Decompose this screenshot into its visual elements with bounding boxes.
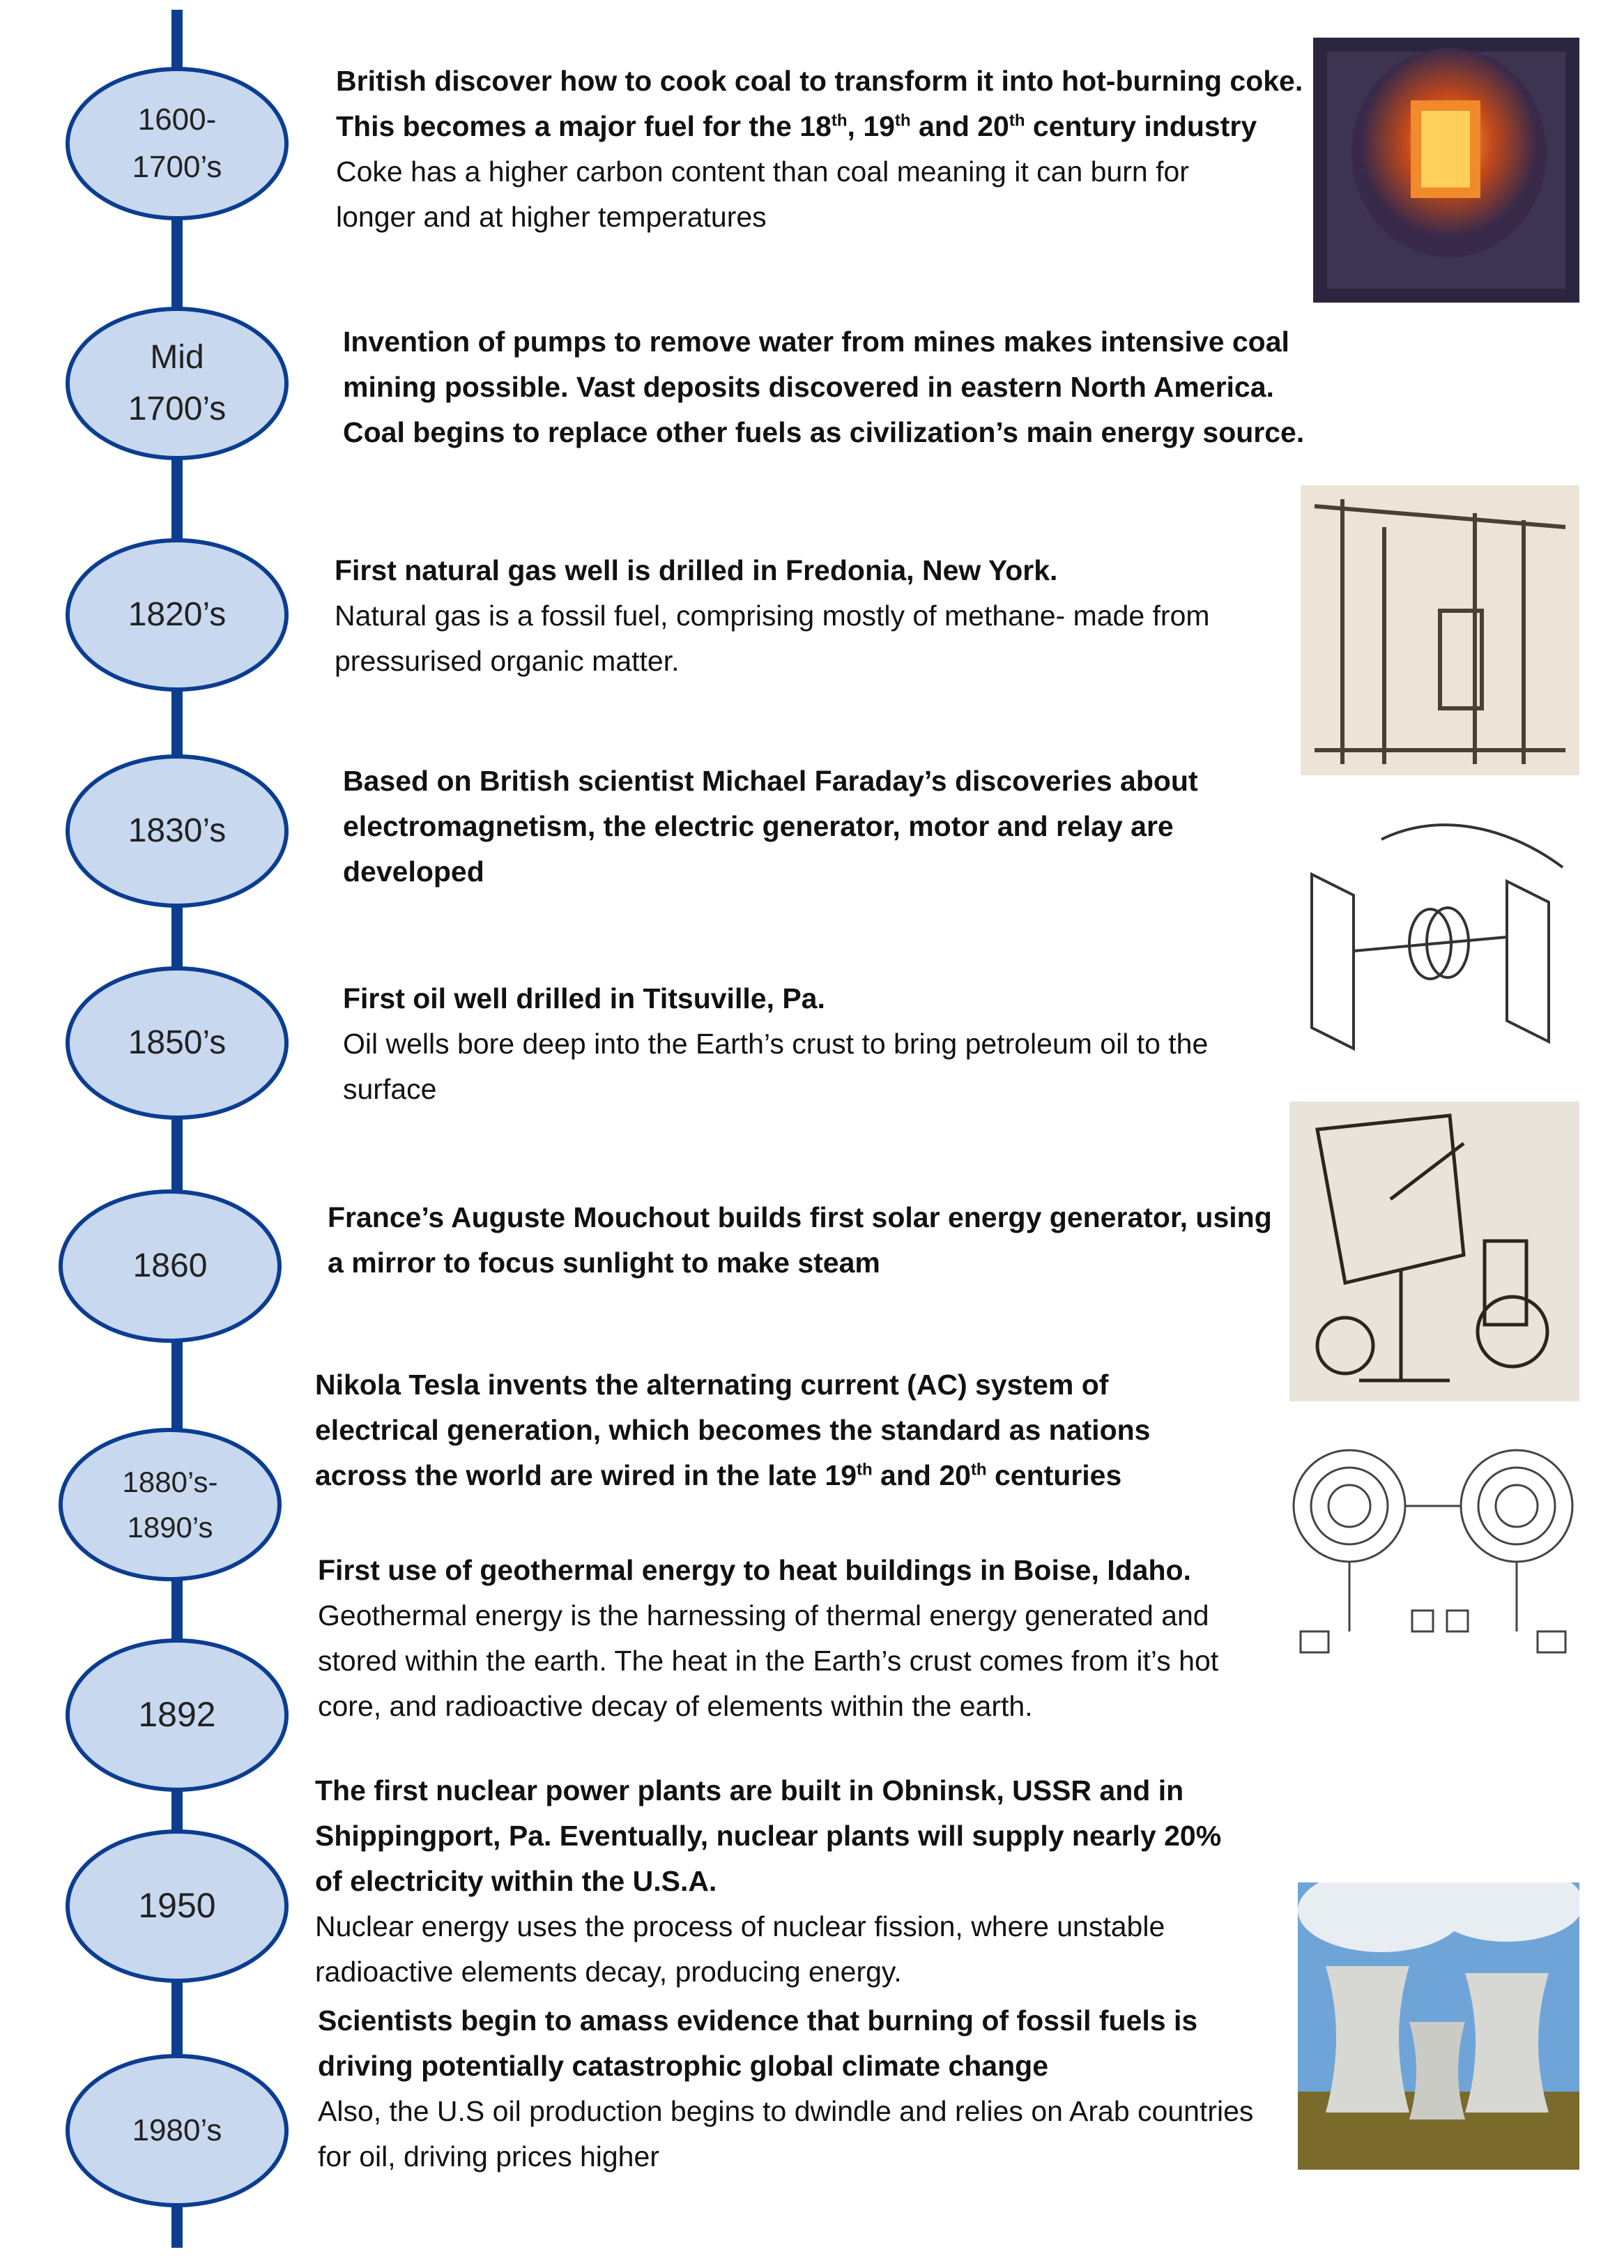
date-label: 1830’s (128, 812, 227, 849)
timeline-node-1830s (66, 754, 289, 908)
entry-1980s (318, 1998, 1280, 2179)
entry-1600s (336, 59, 1312, 240)
date-label: Mid 1700’s (128, 338, 227, 427)
headline: British discover how to cook coal to transform it into hot-burning coke. This becomes a major fuel for the 18th, 19th and 20th century industry (336, 65, 1303, 142)
timeline-node-1892 (66, 1638, 289, 1792)
coke-oven-fire-image (1313, 38, 1579, 303)
entry-1820s (335, 548, 1282, 684)
headline: Based on British scientist Michael Faraday’s discoveries about electromagnetism, the electric generator, motor and relay are developed (343, 765, 1198, 888)
date-label: 1600- 1700’s (132, 102, 222, 184)
nuclear-cooling-towers-image (1298, 1882, 1579, 2170)
timeline-node-1980s (66, 2054, 289, 2207)
headline: Invention of pumps to remove water from mines makes intensive coal mining possible. Vast deposits discovered in eastern North America. Coal begins to replace other fuels as civilization’s main energy source. (343, 326, 1305, 448)
entry-1850s (343, 976, 1291, 1112)
date-label: 1980’s (132, 2113, 222, 2147)
headline: First natural gas well is drilled in Fredonia, New York. (335, 554, 1058, 586)
date-label: 1860 (132, 1247, 208, 1284)
description: Oil wells bore deep into the Earth’s crust to bring petroleum oil to the surface (343, 1028, 1209, 1105)
headline: First use of geothermal energy to heat buildings in Boise, Idaho. (318, 1554, 1191, 1586)
date-label: 1880’s- 1890’s (122, 1465, 218, 1544)
timeline-node-1600s (66, 67, 289, 220)
date-label: 1850’s (128, 1023, 227, 1061)
description: Nuclear energy uses the process of nuclear fission, where unstable radioactive elements decay, producing energy. (315, 1910, 1165, 1988)
entry-1860 (328, 1195, 1289, 1286)
solar-generator-engraving-image (1289, 1102, 1579, 1401)
timeline-node-1850s (66, 966, 289, 1120)
timeline-node-mid-1700s (66, 307, 289, 460)
entry-1950 (315, 1768, 1249, 1995)
entry-1830s (343, 759, 1214, 895)
headline: France’s Auguste Mouchout builds first solar energy generator, using a mirror to focus sunlight to make steam (328, 1201, 1272, 1279)
entry-mid-1700s (343, 319, 1319, 455)
date-label: 1950 (138, 1886, 216, 1926)
headline: The first nuclear power plants are built in Obninsk, USSR and in Shippingport, Pa. Eventually, nuclear plants will supply nearly 20% of electricity within the U.S.A. (315, 1774, 1222, 1897)
date-label: 1892 (138, 1695, 216, 1735)
timeline-node-1820s (66, 538, 289, 692)
description: Natural gas is a fossil fuel, comprising mostly of methane- made from pressurised organic matter. (335, 600, 1210, 677)
timeline-node-1880s-1890s (59, 1428, 282, 1581)
entry-1892 (318, 1548, 1287, 1729)
description: Coke has a higher carbon content than coal meaning it can burn for longer and at higher temperatures (336, 155, 1189, 233)
electric-generator-sketch-image (1298, 812, 1579, 1060)
description: Also, the U.S oil production begins to dwindle and relies on Arab countries for oil, driving prices higher (318, 2095, 1254, 2172)
gas-well-engraving-image (1301, 485, 1579, 775)
headline: Nikola Tesla invents the alternating current (AC) system of electrical generation, which becomes the standard as nations across the world are wired in the late 19th and 20th centuries (315, 1369, 1151, 1491)
timeline-node-1950 (66, 1829, 289, 1983)
entry-1880s-1890s (315, 1362, 1235, 1498)
headline: Scientists begin to amass evidence that burning of fossil fuels is driving potentially catastrophic global climate change (318, 2004, 1198, 2082)
timeline-node-1860 (59, 1189, 282, 1343)
date-label: 1820’s (128, 595, 227, 633)
description: Geothermal energy is the harnessing of thermal energy generated and stored within the earth. The heat in the Earth’s crust comes from it’s hot core, and radioactive decay of elements within the earth. (318, 1599, 1219, 1722)
tesla-ac-diagram-image (1287, 1429, 1579, 1673)
headline: First oil well drilled in Titsuville, Pa. (343, 982, 825, 1014)
